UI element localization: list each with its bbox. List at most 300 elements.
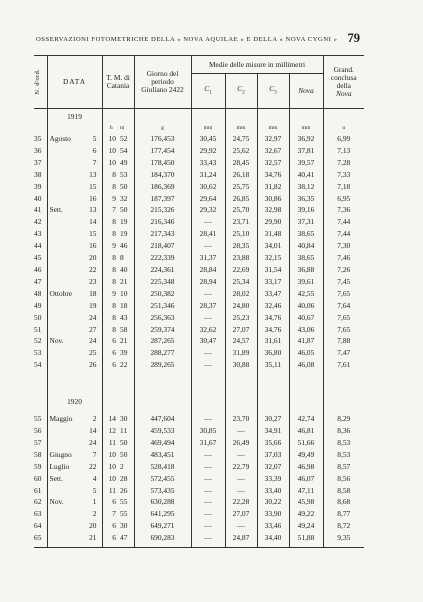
row-julian-day: 459,533 [134, 425, 191, 437]
row-nova: 42,55 [289, 288, 323, 300]
row-julian-day: 250,382 [134, 288, 191, 300]
table-row [34, 133, 364, 145]
year-label: 1920 [47, 395, 102, 409]
row-c2: 24,57 [225, 335, 257, 347]
row-day: 14 [89, 217, 97, 227]
row-hour: 12 [102, 425, 120, 437]
row-c1: — [191, 461, 225, 473]
row-day: 19 [89, 300, 97, 310]
row-nova: 38,65 [289, 252, 323, 264]
table-row [34, 276, 364, 288]
row-julian-day: 288,277 [134, 347, 191, 359]
row-month [47, 228, 83, 240]
row-c2: — [225, 425, 257, 437]
row-grandezza: 6,99 [323, 133, 364, 145]
row-number: 49 [34, 300, 42, 310]
row-grandezza: 8,53 [323, 449, 364, 461]
row-nova: 46,98 [289, 461, 323, 473]
row-minute: 28 [120, 473, 128, 483]
row-hour: 6 [102, 335, 120, 347]
row-c2: 24,75 [225, 133, 257, 145]
row-c3: 33,17 [257, 276, 289, 288]
table-header [34, 56, 364, 109]
row-month: Ottobre [47, 288, 83, 300]
row-hour: 6 [102, 347, 120, 359]
row-day: 24 [89, 437, 97, 447]
table-row [34, 169, 364, 181]
row-hour: 8 [102, 324, 120, 336]
row-c3: 30,27 [257, 413, 289, 425]
row-hour: 6 [102, 496, 120, 508]
row-number: 36 [34, 145, 42, 155]
row-month [47, 324, 83, 336]
row-minute: 21 [120, 336, 128, 346]
row-hour: 10 [102, 473, 120, 485]
row-day: 22 [89, 264, 97, 274]
row-c1: — [191, 216, 225, 228]
table-row [34, 181, 364, 193]
table-row [34, 240, 364, 252]
row-c2: 31,89 [225, 347, 257, 359]
row-julian-day: 251,346 [134, 300, 191, 312]
row-c2: 24,87 [225, 532, 257, 544]
row-grandezza: 7,18 [323, 181, 364, 193]
row-minute: 52 [120, 134, 128, 143]
row-month: Sett. [47, 204, 83, 216]
table-row [34, 508, 364, 520]
table-bottom-rule [34, 544, 364, 548]
row-number: 52 [34, 336, 42, 346]
row-number: 59 [34, 461, 42, 471]
row-hour: 10 [102, 157, 120, 169]
row-c2: — [225, 449, 257, 461]
row-minute: 55 [120, 497, 128, 507]
row-julian-day: 641,295 [134, 508, 191, 520]
row-hour: 8 [102, 300, 120, 312]
row-c3: 33,40 [257, 485, 289, 497]
row-number: 56 [34, 426, 42, 436]
row-month [47, 485, 83, 497]
row-month: Maggio [47, 413, 83, 425]
row-hour: 9 [102, 240, 120, 252]
row-month [47, 300, 83, 312]
row-c3: 29,90 [257, 216, 289, 228]
table-row [34, 437, 364, 449]
row-number: 61 [34, 485, 42, 495]
table-row [34, 288, 364, 300]
row-c1: — [191, 288, 225, 300]
row-minute: 53 [120, 169, 128, 179]
row-c1: 29,64 [191, 193, 225, 205]
row-month [47, 264, 83, 276]
row-nova: 42,74 [289, 413, 323, 425]
row-grandezza: 7,61 [323, 359, 364, 371]
header-grand: Grand. conclusa della Nova [323, 56, 364, 109]
row-number: 58 [34, 449, 42, 459]
row-c3: 37,03 [257, 449, 289, 461]
table-row [34, 204, 364, 216]
row-nova: 43,06 [289, 324, 323, 336]
row-grandezza: 7,65 [323, 312, 364, 324]
row-c1: — [191, 508, 225, 520]
row-number: 46 [34, 264, 42, 274]
row-c3: 32,07 [257, 461, 289, 473]
row-minute: 8 [120, 253, 124, 263]
row-julian-day: 256,363 [134, 312, 191, 324]
row-month: Giugno [47, 449, 83, 461]
table-row [34, 461, 364, 473]
row-julian-day: 217,343 [134, 228, 191, 240]
table-row [34, 157, 364, 169]
row-day: 1 [92, 497, 97, 507]
row-day: 2 [92, 509, 97, 519]
row-month: Agosto [47, 133, 83, 145]
table-row [34, 312, 364, 324]
row-day: 13 [89, 205, 97, 215]
row-c1: — [191, 449, 225, 461]
row-julian-day: 447,604 [134, 413, 191, 425]
row-nova: 49,49 [289, 449, 323, 461]
header-num: N. d'ord. [34, 56, 47, 109]
section-gap [34, 371, 364, 395]
row-nova: 47,11 [289, 485, 323, 497]
row-hour: 10 [102, 133, 120, 145]
row-nova: 39,61 [289, 276, 323, 288]
row-c3: 34,76 [257, 312, 289, 324]
row-minute: 50 [120, 181, 128, 191]
row-grandezza: 7,33 [323, 169, 364, 181]
row-c1: — [191, 312, 225, 324]
row-day: 16 [89, 193, 97, 203]
row-day: 27 [89, 324, 97, 334]
row-c3: 34,40 [257, 532, 289, 544]
row-minute: 22 [120, 360, 128, 370]
row-number: 40 [34, 193, 42, 203]
row-grandezza: 7,65 [323, 288, 364, 300]
header-c1: $C_1$ [191, 74, 225, 109]
row-c3: 32,57 [257, 157, 289, 169]
row-c2: 26,18 [225, 169, 257, 181]
row-c1: 29,92 [191, 145, 225, 157]
row-nova: 46,05 [289, 347, 323, 359]
row-julian-day: 215,326 [134, 204, 191, 216]
row-julian-day: 184,370 [134, 169, 191, 181]
row-c3: 32,97 [257, 133, 289, 145]
row-julian-day: 630,288 [134, 496, 191, 508]
row-c2: 23,88 [225, 252, 257, 264]
row-grandezza: 8,36 [323, 425, 364, 437]
row-month [47, 508, 83, 520]
row-day: 25 [89, 348, 97, 358]
row-grandezza: 7,88 [323, 335, 364, 347]
row-hour: 8 [102, 181, 120, 193]
row-c3: 30,22 [257, 496, 289, 508]
row-number: 63 [34, 509, 42, 519]
row-c1: 28,94 [191, 276, 225, 288]
row-c2: 27,07 [225, 508, 257, 520]
row-c1: — [191, 473, 225, 485]
row-grandezza: 7,45 [323, 276, 364, 288]
row-day: 5 [92, 485, 97, 495]
row-minute: 19 [120, 229, 128, 239]
row-day: 26 [89, 360, 97, 370]
row-grandezza: 7,30 [323, 240, 364, 252]
row-minute: 50 [120, 205, 128, 215]
row-minute: 47 [120, 533, 128, 543]
row-c1: 30,45 [191, 133, 225, 145]
row-grandezza: 8,77 [323, 508, 364, 520]
row-grandezza: 7,44 [323, 216, 364, 228]
row-hour: 8 [102, 264, 120, 276]
row-grandezza: 8,29 [323, 413, 364, 425]
row-month [47, 437, 83, 449]
row-hour: 8 [102, 276, 120, 288]
year-label: 1919 [47, 109, 102, 125]
row-day: 2 [92, 414, 97, 424]
row-julian-day: 287,265 [134, 335, 191, 347]
row-number: 48 [34, 288, 42, 298]
row-c3: 30,86 [257, 193, 289, 205]
header-c3: $C_3$ [257, 74, 289, 109]
row-nova: 36,35 [289, 193, 323, 205]
row-nova: 46,81 [289, 425, 323, 437]
row-nova: 49,24 [289, 520, 323, 532]
row-julian-day: 176,453 [134, 133, 191, 145]
row-month: Luglio [47, 461, 83, 473]
table-row [34, 359, 364, 371]
row-c3: 34,76 [257, 324, 289, 336]
row-day: 7 [92, 157, 97, 167]
row-c3: 34,01 [257, 240, 289, 252]
row-c2: — [225, 520, 257, 532]
row-c2: 25,62 [225, 145, 257, 157]
row-julian-day: 216,346 [134, 216, 191, 228]
row-julian-day: 259,374 [134, 324, 191, 336]
row-minute: 11 [120, 426, 128, 436]
row-hour: 11 [102, 485, 120, 497]
row-nova: 37,81 [289, 145, 323, 157]
table-row [34, 413, 364, 425]
row-number: 38 [34, 169, 42, 179]
row-minute: 46 [120, 241, 128, 251]
table-row [34, 193, 364, 205]
table-row [34, 532, 364, 544]
row-c2: 28,45 [225, 157, 257, 169]
row-number: 44 [34, 241, 42, 251]
row-minute: 10 [120, 288, 128, 298]
row-c2: 23,70 [225, 413, 257, 425]
row-minute: 26 [120, 485, 128, 495]
row-number: 51 [34, 324, 42, 334]
row-day: 24 [89, 312, 97, 322]
row-nova: 51,66 [289, 437, 323, 449]
row-c1: — [191, 520, 225, 532]
row-julian-day: 186,369 [134, 181, 191, 193]
row-day: 14 [89, 426, 97, 436]
table-row [34, 216, 364, 228]
row-c3: 33,90 [257, 508, 289, 520]
row-c1: — [191, 532, 225, 544]
row-day: 7 [92, 449, 97, 459]
row-c1: — [191, 240, 225, 252]
row-hour: 9 [102, 288, 120, 300]
row-day: 23 [89, 276, 97, 286]
row-number: 65 [34, 533, 42, 543]
table-row [34, 300, 364, 312]
row-nova: 38,65 [289, 228, 323, 240]
row-day: 20 [89, 253, 97, 263]
row-c2: 25,70 [225, 204, 257, 216]
row-c3: 31,48 [257, 228, 289, 240]
running-title: OSSERVAZIONI FOTOMETRICHE DELLA « NOVA AQUILAE » E DELLA « NOVA CYGNI » [36, 36, 338, 43]
row-julian-day: 649,271 [134, 520, 191, 532]
row-julian-day: 690,283 [134, 532, 191, 544]
row-number: 53 [34, 348, 42, 358]
row-julian-day: 483,451 [134, 449, 191, 461]
row-julian-day: 573,435 [134, 485, 191, 497]
row-nova: 46,07 [289, 473, 323, 485]
row-c2: 30,88 [225, 359, 257, 371]
row-number: 39 [34, 181, 42, 191]
row-hour: 6 [102, 532, 120, 544]
row-nova: 40,41 [289, 169, 323, 181]
row-grandezza: 7,47 [323, 347, 364, 359]
table-row [34, 324, 364, 336]
row-number: 35 [34, 134, 42, 143]
row-day: 22 [89, 461, 97, 471]
row-day: 4 [92, 473, 97, 483]
row-month: Nov. [47, 335, 83, 347]
row-c2: — [225, 473, 257, 485]
table-row [34, 496, 364, 508]
row-month [47, 276, 83, 288]
row-grandezza: 9,35 [323, 532, 364, 544]
row-julian-day: 178,450 [134, 157, 191, 169]
row-number: 50 [34, 312, 42, 322]
row-hour: 14 [102, 413, 120, 425]
row-c1: — [191, 485, 225, 497]
row-grandezza: 8,68 [323, 496, 364, 508]
row-minute: 40 [120, 264, 128, 274]
row-day: 16 [89, 241, 97, 251]
row-c1: — [191, 496, 225, 508]
row-hour: 8 [102, 216, 120, 228]
header-nova: Nova [289, 74, 323, 109]
row-c2: 22,79 [225, 461, 257, 473]
row-c3: 35,66 [257, 437, 289, 449]
row-hour: 8 [102, 228, 120, 240]
row-c1: 33,43 [191, 157, 225, 169]
row-number: 57 [34, 437, 42, 447]
row-c2: 25,10 [225, 228, 257, 240]
table-row [34, 264, 364, 276]
header-giorno: Giorno del periodo Giuliano 2422 [134, 56, 191, 109]
row-day: 18 [89, 288, 97, 298]
row-month [47, 240, 83, 252]
row-month [47, 312, 83, 324]
row-julian-day: 528,418 [134, 461, 191, 473]
header-tm: T. M. di Catania [102, 56, 134, 109]
row-julian-day: 224,361 [134, 264, 191, 276]
row-grandezza: 7,46 [323, 252, 364, 264]
row-month [47, 359, 83, 371]
row-minute: 43 [120, 312, 128, 322]
header-data: DATA [47, 56, 102, 109]
row-grandezza: 7,28 [323, 157, 364, 169]
row-c1: 28,37 [191, 300, 225, 312]
row-c2: 22,69 [225, 264, 257, 276]
table-row [34, 449, 364, 461]
header-c2: $C_2$ [225, 74, 257, 109]
row-c3: 32,98 [257, 204, 289, 216]
row-nova: 51,88 [289, 532, 323, 544]
row-hour: 6 [102, 520, 120, 532]
row-month [47, 145, 83, 157]
row-minute: 18 [120, 300, 128, 310]
row-c1: 29,32 [191, 204, 225, 216]
row-hour: 11 [102, 437, 120, 449]
row-julian-day: 289,265 [134, 359, 191, 371]
row-c1: 30,47 [191, 335, 225, 347]
row-grandezza: 7,65 [323, 324, 364, 336]
row-number: 37 [34, 157, 42, 167]
row-month [47, 216, 83, 228]
row-c2: 28,35 [225, 240, 257, 252]
row-hour: 10 [102, 449, 120, 461]
row-nova: 38,12 [289, 181, 323, 193]
row-c3: 31,82 [257, 181, 289, 193]
row-c3: 36,80 [257, 347, 289, 359]
row-number: 54 [34, 360, 42, 370]
row-julian-day: 469,494 [134, 437, 191, 449]
row-minute: 39 [120, 348, 128, 358]
row-number: 64 [34, 521, 42, 531]
row-hour: 9 [102, 193, 120, 205]
row-c3: 31,54 [257, 264, 289, 276]
row-nova: 46,08 [289, 359, 323, 371]
row-c2: — [225, 485, 257, 497]
unit-row: h m g mm mm mm mm u [34, 124, 364, 133]
row-month [47, 532, 83, 544]
row-number: 62 [34, 497, 42, 507]
row-minute: 32 [120, 193, 128, 203]
row-grandezza: 8,57 [323, 461, 364, 473]
row-julian-day: 225,348 [134, 276, 191, 288]
row-nova: 37,31 [289, 216, 323, 228]
row-number: 60 [34, 473, 42, 483]
row-grandezza: 8,56 [323, 473, 364, 485]
row-month [47, 252, 83, 264]
table-row [34, 520, 364, 532]
photometric-table [34, 55, 364, 548]
table-row [34, 485, 364, 497]
row-month: Sett. [47, 473, 83, 485]
table-row [34, 335, 364, 347]
row-c2: 26,85 [225, 193, 257, 205]
year-row-1920 [34, 395, 364, 409]
row-julian-day: 222,339 [134, 252, 191, 264]
row-c2: 28,02 [225, 288, 257, 300]
row-minute: 21 [120, 276, 128, 286]
row-month: Nov. [47, 496, 83, 508]
row-grandezza: 7,26 [323, 264, 364, 276]
row-julian-day: 572,455 [134, 473, 191, 485]
row-hour: 8 [102, 312, 120, 324]
header-medie: Medie delle misure in millimetri [191, 56, 323, 74]
row-hour: 6 [102, 359, 120, 371]
table-body [34, 109, 364, 548]
row-grandezza: 6,95 [323, 193, 364, 205]
